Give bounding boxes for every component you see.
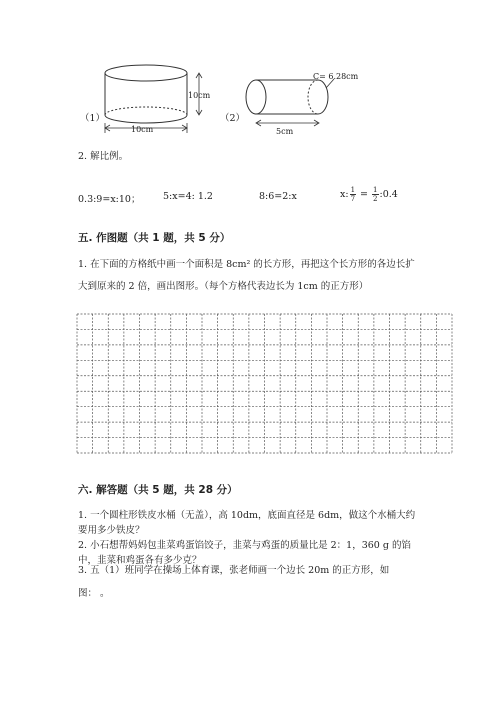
q2-item-2: 5:x=4: 1.2: [163, 191, 213, 202]
section-6-q1-line-1: 1. 一个圆柱形铁皮水桶（无盖），高 10dm，底面直径是 6dm，做这个水桶大约: [78, 510, 416, 521]
section-5-q1-line-1: 1. 在下面的方格纸中画一个面积是 8cm² 的长方形，再把这个长方形的各边长扩: [78, 259, 415, 270]
q2-item-4: [340, 186, 398, 203]
q2-item-4-suffix: :0.4: [379, 189, 398, 200]
q2-item-1: 0.3:9=x:10；: [78, 194, 141, 205]
section-6-q2-line-1: 2. 小石想帮妈妈包韭菜鸡蛋馅饺子，韭菜与鸡蛋的质量比是 2：1，360 g 的馅: [78, 540, 411, 551]
figure-2-circumference-label: C= 6.28cm: [313, 72, 359, 81]
q2-item-3: 8:6=2:x: [259, 191, 297, 202]
cylinder-figure-1: [98, 62, 218, 140]
section-6-q3-line-1: 3. 五（1）班同学在操场上体育课，张老师画一个边长 20m 的正方形，如: [78, 565, 390, 576]
section-6-q1-line-2: 要用多少铁皮？: [78, 525, 145, 536]
q2-item-4-prefix: x:: [340, 189, 349, 200]
section-6-q2-line-2: 中，韭菜和鸡蛋各有多少克？: [78, 555, 202, 566]
figure-1-width-label: 10cm: [131, 125, 154, 134]
figure-2-length-label: 5cm: [276, 127, 294, 136]
q2-title: 2. 解比例。: [78, 151, 129, 162]
q2-item-4-equals: =: [357, 189, 372, 200]
q2-item-4-fraction-1: $\frac{1}{7}$: [350, 186, 356, 203]
figure-1-height-label: 10cm: [188, 91, 211, 100]
section-5-heading: 五. 作图题（共 1 题，共 5 分）: [78, 232, 231, 244]
grid-paper[interactable]: [76, 313, 454, 455]
q2-item-4-fraction-2: $\frac{1}{2}$: [373, 186, 378, 203]
section-5-q1-line-2: 大到原来的 2 倍，画出图形。（每个方格代表边长为 1cm 的正方形）: [78, 281, 369, 292]
figure-2-number: （2）: [220, 113, 246, 124]
section-6-q3-line-2: 图： 。: [78, 588, 110, 599]
cylinder-figure-2: [242, 74, 357, 130]
figure-1-number: （1）: [80, 113, 106, 124]
section-6-heading: 六. 解答题（共 5 题，共 28 分）: [78, 484, 238, 496]
